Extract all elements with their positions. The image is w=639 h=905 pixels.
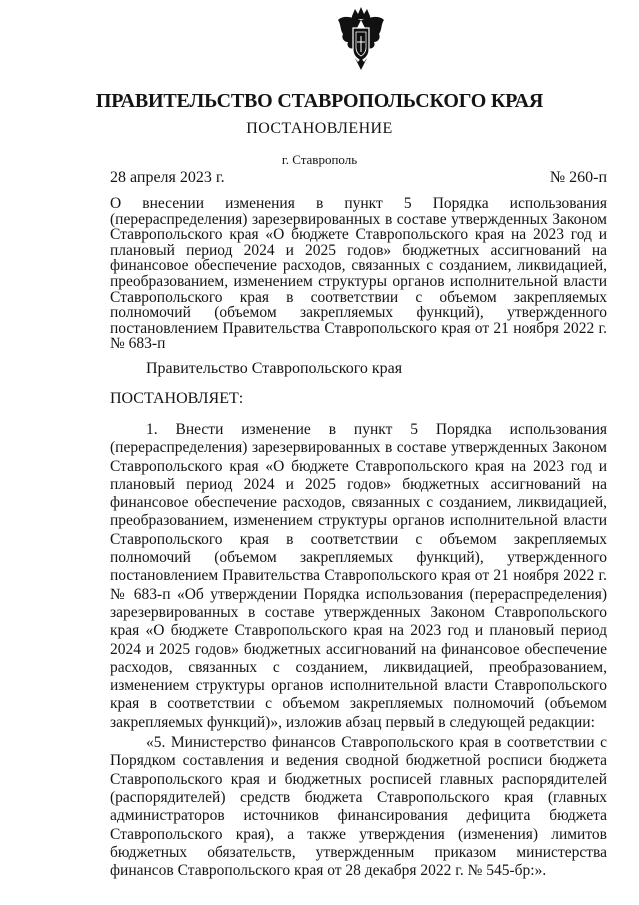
document-number: № 260-п [549,169,607,186]
document-type: ПОСТАНОВЛЕНИЕ [246,120,393,137]
city: г. Ставрополь [281,152,358,167]
document-date: 28 апреля 2023 г. [110,169,225,186]
document-body [110,421,607,880]
decree-word: ПОСТАНОВЛЯЕТ: [110,390,244,407]
preamble: Правительство Ставропольского края [146,360,403,377]
paragraph-1: 1. Внести изменение в пункт 5 Порядка использования (перераспределения) зарезервированных в составе утвержденных Законом Ставропольского края «О бюджете Ставропольского края на 2023 год и плановый период 2024 и 2025 годов» бюджетных ассигнований на финансовое обеспечение расходов, связанных с созданием, ликвидацией, преобразованием, изменением структуры органов исполнительной власти Ставропольского края в соответствии с объемом закрепляемых полномочий (объемом закрепляемых функций), утвержденного постановлением Правительства Ставропольского края от 21 ноября 2022 г. № 683-п «Об утверждении Порядка использования (перераспределения) зарезервированных в составе утвержденных Законом Ставропольского края «О бюджете Ставропольского края на 2023 год и плановый период 2024 и 2025 годов» бюджетных ассигнований на финансовое обеспечение расходов, связанных с созданием, ликвидацией, преобразованием, изменением структуры органов исполнительной власти Ставропольского края в соответствии с объемом закрепляемых полномочий (объемом закрепляемых функций)», изложив абзац первый в следующей редакции: [110,421,607,731]
organization-title: ПРАВИТЕЛЬСТВО СТАВРОПОЛЬСКОГО КРАЯ [95,90,544,112]
paragraph-2: «5. Министерство финансов Ставропольского края в соответствии с Порядком составления и ведения сводной бюджетной росписи бюджета Ставропольского края и бюджетных росписей главных распорядителей (распорядителей) средств бюджета Ставропольского края (главных администраторов источников финансирования дефицита бюджета Ставропольского края), а также утверждения (изменения) лимитов бюджетных обязательств, утвержденным приказом министерства финансов Ставропольского края от 28 декабря 2022 г. № 545-бр:». [110,734,607,880]
document-heading: О внесении изменения в пункт 5 Порядка использования (перераспределения) зарезервированных в составе утвержденных Законом Ставропольского края «О бюджете Ставропольского края на 2023 год и плановый период 2024 и 2025 годов» бюджетных ассигнований на финансовое обеспечение расходов, связанных с созданием, ликвидацией, преобразованием, изменением структуры органов исполнительной власти Ставропольского края в соответствии с объемом закрепляемых полномочий (объемом закрепляемых функций), утвержденного постановлением Правительства Ставропольского края от 21 ноября 2022 г. № 683-п [110,195,607,353]
coat-of-arms-icon [336,6,386,72]
